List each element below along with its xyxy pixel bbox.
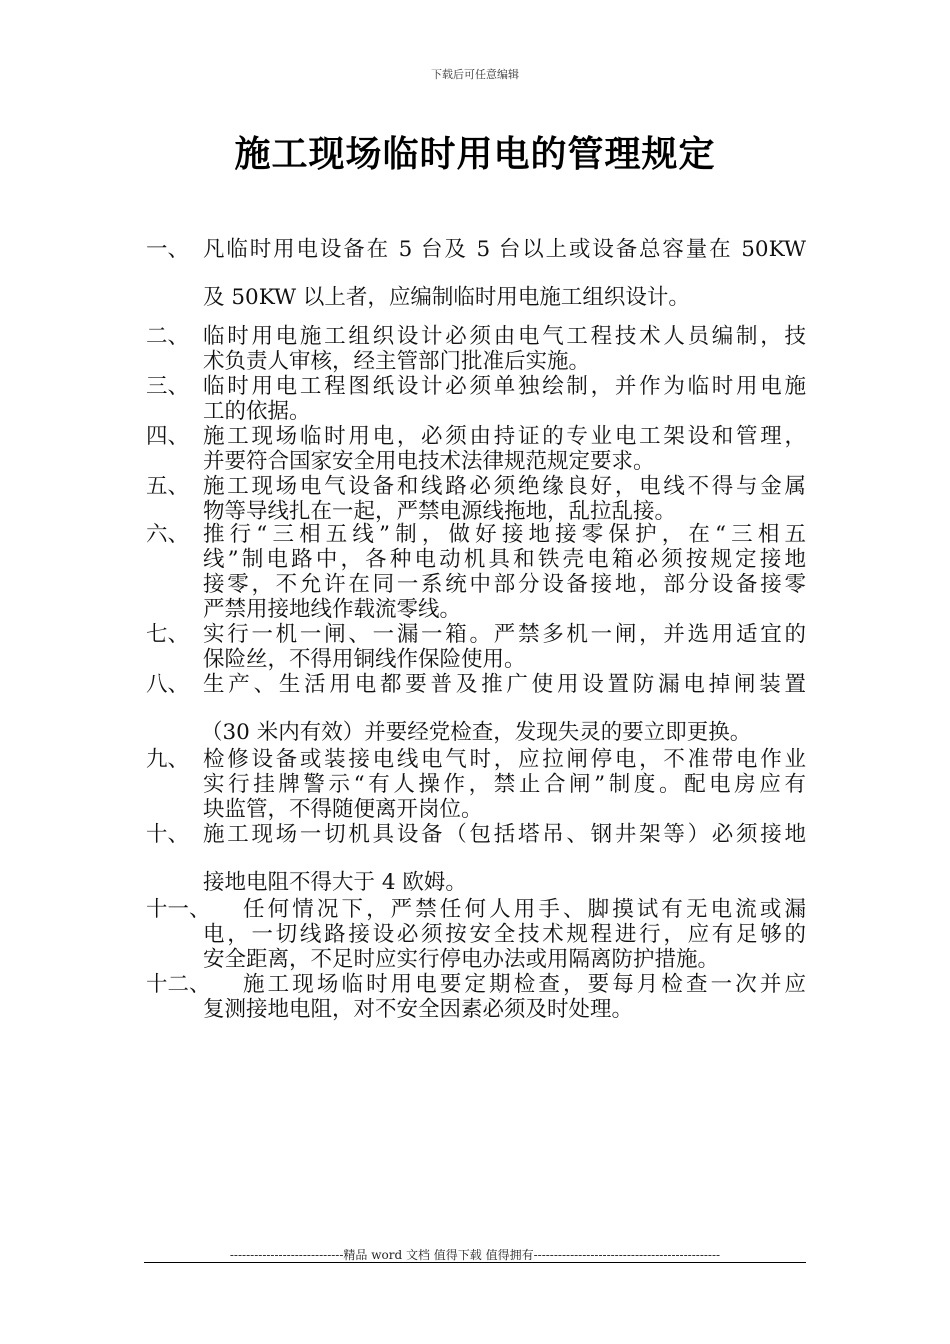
- item-line: 临时用电施工组织设计必须由电气工程技术人员编制，技: [203, 324, 806, 349]
- footer-divider: [144, 1262, 806, 1263]
- item-text: [203, 672, 806, 745]
- item-line: 保险丝，不得用铜线作保险使用。: [203, 647, 526, 672]
- item-text: [203, 324, 806, 374]
- item-number: 九、: [146, 747, 190, 772]
- item-line: 复测接地电阻，对不安全因素必须及时处理。: [203, 997, 634, 1022]
- rule-item-12: [146, 972, 806, 1022]
- item-number: 三、: [146, 374, 190, 399]
- rule-item-5: [146, 474, 806, 524]
- item-text: [203, 747, 806, 822]
- header-note: 下载后可任意编辑: [431, 68, 519, 81]
- item-line: 施工现场一切机具设备（包括塔吊、钢井架等）必须接地: [203, 822, 806, 847]
- item-line: 实行一机一闸、一漏一箱。严禁多机一闸，并选用适宜的: [203, 622, 806, 647]
- item-number: 十一、: [146, 897, 211, 922]
- rule-item-2: [146, 324, 806, 374]
- rule-item-3: [146, 374, 806, 424]
- item-line: 安全距离，不足时应实行停电办法或用隔离防护措施。: [203, 947, 720, 972]
- item-line: 电，一切线路接设必须按安全技术规程进行，应有足够的: [203, 922, 806, 947]
- footer-note: ----------------------------精品 word 文档 值得下载 值得拥有----------------------------------------------: [229, 1248, 721, 1262]
- item-line: 检修设备或装接电线电气时，应拉闸停电，不准带电作业: [203, 747, 806, 772]
- item-text: [203, 424, 806, 474]
- item-line: 严禁用接地线作载流零线。: [203, 597, 462, 622]
- item-line: 任何情况下，严禁任何人用手、脚摸试有无电流或漏: [243, 897, 806, 922]
- item-line: 接地电阻不得大于 4 欧姆。: [203, 870, 467, 895]
- item-line: 施工现场临时用电要定期检查，要每月检查一次并应: [243, 972, 806, 997]
- item-line: 并要符合国家安全用电技术法律规范规定要求。: [203, 449, 655, 474]
- rule-item-7: [146, 622, 806, 672]
- item-line: 线”制电路中，各种电动机具和铁壳电箱必须按规定接地: [203, 547, 806, 572]
- item-line: 物等导线扎在一起，严禁电源线拖地，乱拉乱接。: [203, 499, 677, 524]
- rule-item-1: [146, 237, 806, 310]
- item-number: 十、: [146, 822, 190, 847]
- item-text: [203, 622, 806, 672]
- document-title: 施工现场临时用电的管理规定: [234, 134, 716, 175]
- item-text: [203, 522, 806, 622]
- rule-item-6: [146, 522, 806, 622]
- item-line: 施工现场临时用电，必须由持证的专业电工架设和管理，: [203, 424, 806, 449]
- item-line: 临时用电工程图纸设计必须单独绘制，并作为临时用电施: [203, 374, 806, 399]
- item-number: 五、: [146, 474, 190, 499]
- item-line: 施工现场电气设备和线路必须绝缘良好，电线不得与金属: [203, 474, 806, 499]
- item-line: 凡临时用电设备在 5 台及 5 台以上或设备总容量在 50KW: [203, 237, 806, 262]
- rule-item-4: [146, 424, 806, 474]
- item-number: 二、: [146, 324, 190, 349]
- item-line: 块监管，不得随便离开岗位。: [203, 797, 483, 822]
- item-line: 术负责人审核，经主管部门批准后实施。: [203, 349, 591, 374]
- rule-item-8: [146, 672, 806, 745]
- item-number: 六、: [146, 522, 190, 547]
- item-text: [203, 897, 806, 972]
- rule-item-9: [146, 747, 806, 822]
- item-number: 一、: [146, 237, 190, 262]
- item-line: 接零，不允许在同一系统中部分设备接地，部分设备接零: [203, 572, 806, 597]
- item-number: 十二、: [146, 972, 211, 997]
- rule-item-11: [146, 897, 806, 972]
- item-number: 七、: [146, 622, 190, 647]
- item-line: 工的依据。: [203, 399, 311, 424]
- item-line: 推行“三相五线”制，做好接地接零保护，在“三相五: [203, 522, 806, 547]
- item-text: [203, 374, 806, 424]
- item-text: [203, 822, 806, 895]
- item-line: 生产、生活用电都要普及推广使用设置防漏电掉闸装置: [203, 672, 806, 697]
- item-number: 八、: [146, 672, 190, 697]
- item-line: 及 50KW 以上者，应编制临时用电施工组织设计。: [203, 285, 690, 310]
- item-text: [203, 474, 806, 524]
- item-text: [203, 237, 806, 310]
- item-number: 四、: [146, 424, 190, 449]
- item-line: 实行挂牌警示“有人操作，禁止合闸”制度。配电房应有: [203, 772, 806, 797]
- item-line: （30 米内有效）并要经党检查，发现失灵的要立即更换。: [201, 720, 752, 745]
- rule-item-10: [146, 822, 806, 895]
- item-text: [203, 972, 806, 1022]
